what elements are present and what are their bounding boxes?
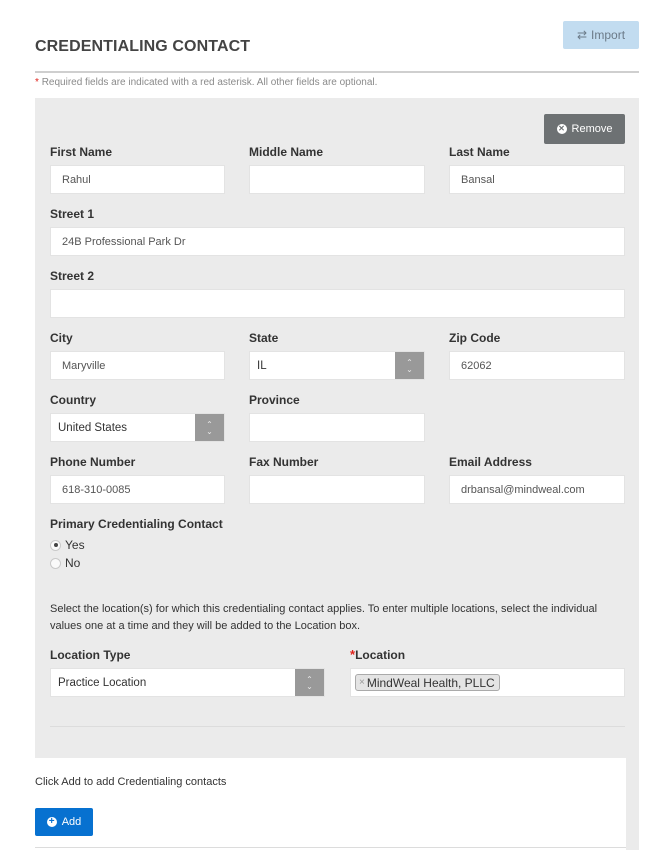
import-label: Import — [591, 28, 626, 42]
chevron-up-icon: ⌃ — [206, 419, 213, 429]
street1-value: 24B Professional Park Dr — [62, 235, 186, 248]
location-type-select-toggle[interactable] — [295, 669, 324, 696]
location-tag — [355, 674, 500, 691]
primary-yes-label: Yes — [65, 538, 85, 552]
country-value: United States — [58, 421, 128, 434]
location-instructions: Select the location(s) for which this credentialing contact applies. To enter multiple locations, select the individual values one at a time and they will be added to the Location box. — [50, 603, 598, 632]
province-label: Province — [249, 393, 300, 407]
first-name-input[interactable] — [50, 165, 225, 194]
remove-button[interactable] — [544, 114, 625, 144]
remove-label: Remove — [571, 123, 613, 135]
bottom-divider — [35, 847, 626, 848]
street1-input[interactable] — [50, 227, 625, 256]
last-name-label: Last Name — [449, 145, 510, 159]
email-label: Email Address — [449, 455, 532, 469]
add-hint: Click Add to add Credentialing contacts — [35, 776, 227, 788]
first-name-label: First Name — [50, 145, 113, 159]
title-divider — [35, 71, 639, 73]
panel-divider — [50, 726, 625, 727]
state-value: IL — [257, 359, 267, 372]
swap-arrows-icon: ⇄ — [576, 28, 588, 42]
location-multiselect[interactable] — [350, 668, 625, 697]
location-type-label: Location Type — [50, 648, 131, 662]
province-input[interactable] — [249, 413, 425, 442]
email-input[interactable] — [449, 475, 625, 504]
zip-input[interactable] — [449, 351, 625, 380]
country-label: Country — [50, 393, 96, 407]
location-type-select[interactable] — [50, 668, 325, 697]
radio-checked-icon — [50, 540, 61, 551]
city-value: Maryville — [62, 359, 106, 372]
required-note — [35, 77, 377, 88]
first-name-value: Rahul — [62, 173, 91, 186]
plus-circle-icon: + — [47, 817, 57, 827]
city-label: City — [50, 331, 73, 345]
phone-input[interactable] — [50, 475, 225, 504]
chevron-down-icon: ⌄ — [406, 364, 413, 374]
phone-value: 618-310-0085 — [62, 483, 131, 496]
country-select-toggle[interactable] — [195, 414, 224, 441]
location-type-value: Practice Location — [58, 676, 147, 689]
street1-label: Street 1 — [50, 207, 95, 221]
middle-name-input[interactable] — [249, 165, 425, 194]
middle-name-label: Middle Name — [249, 145, 324, 159]
zip-label: Zip Code — [449, 331, 501, 345]
fax-input[interactable] — [249, 475, 425, 504]
contact-panel — [35, 98, 639, 850]
required-note-text: Required fields are indicated with a red asterisk. All other fields are optional. — [41, 77, 378, 88]
required-asterisk: * — [35, 77, 39, 88]
state-label: State — [249, 331, 279, 345]
zip-value: 62062 — [461, 359, 492, 372]
location-tag-label: MindWeal Health, PLLC — [366, 675, 495, 690]
phone-label: Phone Number — [50, 455, 136, 469]
page-title: CREDENTIALING CONTACT — [35, 38, 251, 55]
import-button[interactable] — [563, 21, 639, 49]
add-section — [35, 758, 626, 850]
chevron-down-icon: ⌄ — [306, 681, 313, 691]
state-select[interactable] — [249, 351, 425, 380]
add-button[interactable] — [35, 808, 93, 836]
required-asterisk: * — [350, 647, 356, 662]
x-circle-icon: ✕ — [558, 124, 565, 133]
country-select[interactable] — [50, 413, 225, 442]
primary-yes-radio[interactable] — [50, 538, 85, 552]
street2-label: Street 2 — [50, 269, 95, 283]
chevron-up-icon: ⌃ — [406, 357, 413, 367]
primary-no-radio[interactable] — [50, 556, 80, 570]
remove-tag-icon[interactable]: × — [359, 677, 365, 688]
street2-input[interactable] — [50, 289, 625, 318]
add-label: Add — [61, 816, 82, 828]
state-select-toggle[interactable] — [395, 352, 424, 379]
city-input[interactable] — [50, 351, 225, 380]
last-name-value: Bansal — [461, 173, 495, 186]
primary-no-label: No — [65, 556, 81, 570]
location-label-text: Location — [355, 648, 406, 662]
radio-unchecked-icon — [50, 558, 61, 569]
last-name-input[interactable] — [449, 165, 625, 194]
fax-label: Fax Number — [249, 455, 319, 469]
email-value: drbansal@mindweal.com — [461, 483, 585, 496]
chevron-down-icon: ⌄ — [206, 426, 213, 436]
primary-contact-label: Primary Credentialing Contact — [50, 517, 223, 531]
location-label — [350, 647, 405, 662]
chevron-up-icon: ⌃ — [306, 674, 313, 684]
